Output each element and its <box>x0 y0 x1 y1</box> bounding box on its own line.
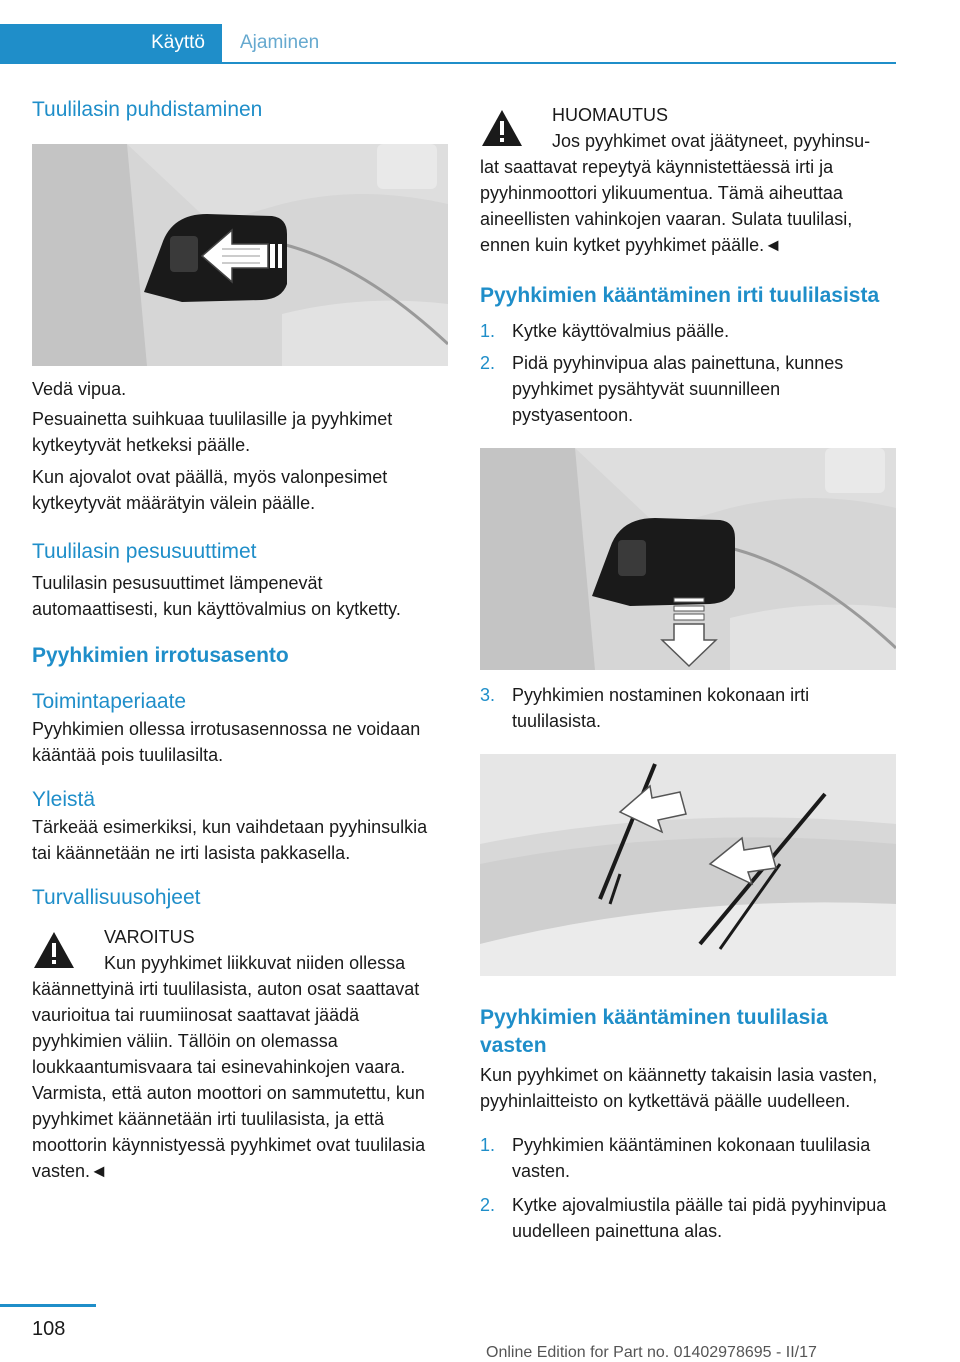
heading-kaantaminen-irti: Pyyhkimien kääntäminen irti tuulilasista <box>480 284 880 307</box>
note-block <box>480 102 896 258</box>
footer-rule <box>0 1304 96 1307</box>
heading-pesusuuttimet: Tuulilasin pesusuuttimet <box>32 540 257 563</box>
heading-irrotusasento: Pyyhkimien irrotusasento <box>32 644 289 667</box>
note-text: lat saattavat repeytyä käynnistettäessä irti ja pyyhinmoottori ylikuumentua. Tämä aiheuttaa aineellisten vahinkojen vaaran. Sulata tuulilasi, ennen kuin kytket pyyhkimet päälle.◄ <box>480 157 853 255</box>
warning-triangle-icon <box>32 930 76 970</box>
edition-label: Online Edition for Part no. 01402978695 - II/17 <box>486 1344 817 1361</box>
list-item <box>480 1132 896 1184</box>
wiper-raise-illustration <box>480 754 896 976</box>
step-number: 1. <box>480 321 496 341</box>
warning-block <box>32 924 448 1184</box>
page-number: 108 <box>32 1318 66 1340</box>
warning-title: VAROITUS <box>104 927 195 947</box>
text-yleista: Tärkeää esimerkiksi, kun vaihdetaan pyyhinsulkia tai käännetään ne irti lasista pakkasella. <box>32 817 428 863</box>
text-pesusuuttimet: Tuulilasin pesusuuttimet lämpenevät automaattisesti, kun käyttövalmius on kytketty. <box>32 573 401 619</box>
text-toimintaperiaate: Pyyhkimien ollessa irrotusasennossa ne voidaan kääntää pois tuulilasilta. <box>32 719 421 765</box>
warning-triangle-icon <box>480 108 524 148</box>
step-text: Pidä pyyhinvipua alas painettuna, kunnes pyyhkimet pysähtyvät suunnilleen pystyasentoon. <box>512 353 844 425</box>
tab-ajaminen[interactable]: Ajaminen <box>240 32 320 53</box>
steps-irti <box>480 318 896 428</box>
steps-irti-3 <box>480 682 896 734</box>
left-column <box>32 96 448 1184</box>
heading-toimintaperiaate: Toimintaperiaate <box>32 690 187 713</box>
header-tabs <box>0 24 896 64</box>
list-item <box>480 318 896 344</box>
heading-turvallisuusohjeet: Turvallisuusohjeet <box>32 886 201 909</box>
steps-vasten <box>480 1132 896 1244</box>
header-rule <box>0 62 896 64</box>
text-vasten: Kun pyyhkimet on käännetty takaisin lasia vasten, pyyhinlaitteisto on kytkettävä päälle uudelleen. <box>480 1065 878 1111</box>
text-pesuainetta: Pesuainetta suihkuaa tuulilasille ja pyyhkimet kytkeytyvät hetkeksi päälle. <box>32 409 393 455</box>
heading-kaantaminen-vasten: Pyyhkimien kääntäminen tuulilasia vasten <box>480 1006 828 1057</box>
text-ajovalot: Kun ajovalot ovat päällä, myös valonpesimet kytkeytyvät määrätyin välein päälle. <box>32 467 388 513</box>
step-number: 2. <box>480 1195 496 1215</box>
step-text: Kytke käyttövalmius päälle. <box>512 321 730 341</box>
step-text: Pyyhkimien kääntäminen kokonaan tuulilasia vasten. <box>512 1135 871 1181</box>
note-title: HUOMAUTUS <box>552 105 668 125</box>
list-item <box>480 350 896 428</box>
note-text-line1: Jos pyyhkimet ovat jäätyneet, pyyhinsu- <box>552 131 871 151</box>
page-footer <box>0 1304 960 1362</box>
list-item <box>480 682 896 734</box>
step-text: Kytke ajovalmiustila päälle tai pidä pyyhinvipua uudelleen painettuna alas. <box>512 1195 887 1241</box>
right-column <box>480 102 896 1244</box>
lever-push-down-illustration <box>480 448 896 670</box>
warning-text: käännettyinä irti tuulilasista, auton osat saattavat vaurioitua tai ruumiinosat saattavat jäädä pyyhkimien väliin. Tällöin on olemassa loukkaantumisvaara tai esinevahinkojen vaara. Varmista, että auton moottori on sammutettu, kun pyyhkimet käännetään irti tuulilasista, ja että moottorin käynnistyessä pyyhkimet ovat tuulilasia vasten.◄ <box>32 979 426 1181</box>
warning-text-line1: Kun pyyhkimet liikkuvat niiden ollessa <box>104 953 406 973</box>
tab-kaytto[interactable]: Käyttö <box>0 24 222 62</box>
step-number: 1. <box>480 1135 496 1155</box>
step-text: Pyyhkimien nostaminen kokonaan irti tuulilasista. <box>512 685 810 731</box>
lever-pull-illustration <box>32 144 448 366</box>
heading-puhdistaminen: Tuulilasin puhdistaminen <box>32 98 263 121</box>
step-number: 2. <box>480 353 496 373</box>
step-number: 3. <box>480 685 496 705</box>
heading-yleista: Yleistä <box>32 788 96 811</box>
list-item <box>480 1192 896 1244</box>
text-veda: Vedä vipua. <box>32 379 127 399</box>
